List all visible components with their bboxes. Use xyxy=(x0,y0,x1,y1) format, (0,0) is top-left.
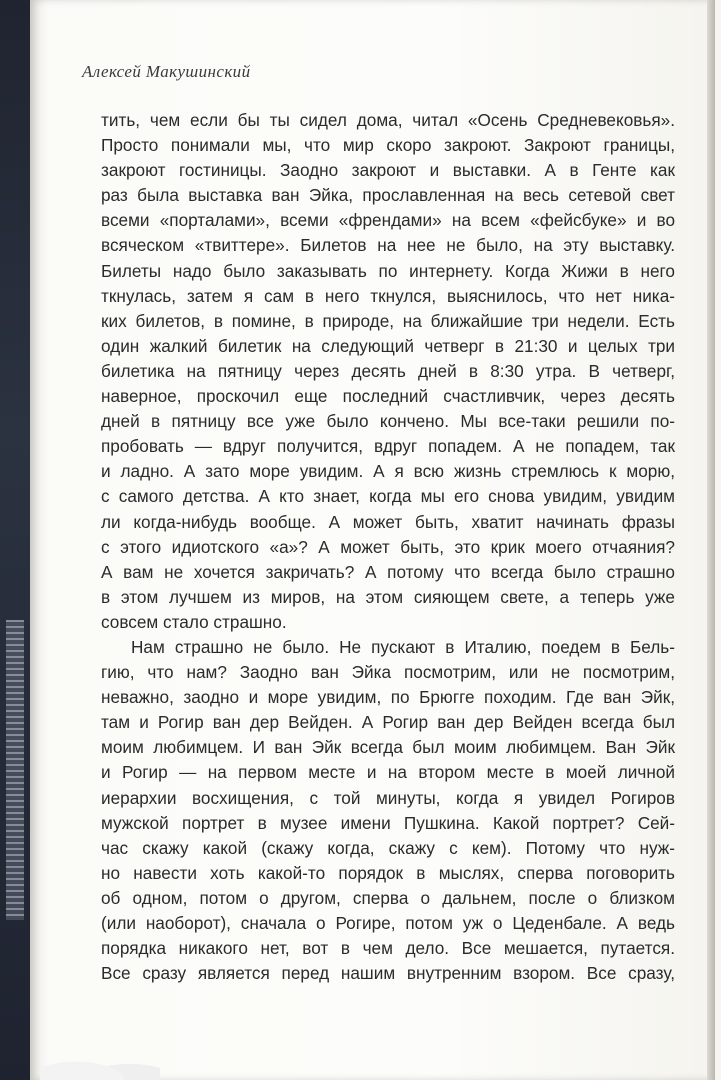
body-text xyxy=(101,108,675,986)
spine-decoration xyxy=(6,620,24,920)
page-edge xyxy=(707,0,715,1080)
text-line: но навести хоть какой-то порядок в мыслях, сперва поговорить xyxy=(101,862,675,883)
text-line: один жалкий билетик на следующий четверг в 21:30 и целых три xyxy=(101,335,675,356)
text-line: с этого идиотского «а»? А может быть, это крик моего отчаяния? xyxy=(101,536,675,557)
text-line: ли когда-нибудь вообще. А может быть, хватит начинать фразы xyxy=(101,511,675,532)
text-line: иерархии восхищения, с той минуты, когда я увидел Рогиров xyxy=(101,787,675,808)
text-line: А вам не хочется закричать? А потому что всегда было страшно xyxy=(101,561,675,582)
text-line: раз была выставка ван Эйка, прославленная на весь сетевой свет xyxy=(101,185,675,206)
text-line: мужской портрет в музее имени Пушкина. Какой портрет? Сей- xyxy=(101,812,675,833)
text-line: ткнулась, затем я сам в него ткнулся, выяснилось, что нет ника- xyxy=(101,285,675,306)
text-line: час скажу какой (скажу когда, скажу с кем). Потому что нуж- xyxy=(101,837,675,858)
text-line: Просто понимали мы, что мир скоро закроют. Закроют границы, xyxy=(101,135,675,156)
text-line: об одном, потом о другом, сперва о дальнем, после о близком xyxy=(101,887,675,908)
text-line: закроют гостиницы. Заодно закроют и выставки. А в Генте как xyxy=(101,160,675,181)
text-line: ких билетов, в помине, в природе, на ближайшие три недели. Есть xyxy=(101,310,675,331)
text-line: тить, чем если бы ты сидел дома, читал «Осень Средневековья». xyxy=(101,110,675,130)
text-line: всеми «порталами», всеми «френдами» на всем «фейсбуке» и во xyxy=(101,210,675,231)
text-line: билетика на пятницу через десять дней в 8:30 утра. В четверг, xyxy=(101,360,675,381)
text-line: гию, что нам? Заодно ван Эйка посмотрим, или не посмотрим, xyxy=(101,662,675,683)
text-line: и Рогир — на первом месте и на втором месте в моей личной xyxy=(101,762,675,783)
text-line: Все сразу является перед нашим внутренним взором. Все сразу, xyxy=(101,963,675,984)
text-line: Билеты надо было заказывать по интернету. Когда Жижи в него xyxy=(101,260,675,281)
text-line: в этом лучшем из миров, на этом сияющем свете, а теперь уже xyxy=(101,586,675,607)
text-line: порядка никакого нет, вот в чем дело. Все мешается, путается. xyxy=(101,938,675,959)
holding-fingers xyxy=(40,1048,160,1080)
text-line: совсем стало страшно. xyxy=(101,611,287,632)
text-line: и ладно. А зато море увидим. А я всю жизнь стремлюсь к морю, xyxy=(101,461,675,482)
text-line: моим любимцем. И ван Эйк всегда был моим любимцем. Ван Эйк xyxy=(101,737,675,758)
text-line: с самого детства. А кто знает, когда мы его снова увидим, увидим xyxy=(101,486,675,507)
text-line: наверное, проскочил еще последний счастливчик, через десять xyxy=(101,386,675,407)
text-line: неважно, заодно и море увидим, по Брюгге походим. Где ван Эйк, xyxy=(101,687,675,708)
text-line: пробовать — вдруг получится, вдруг попадем. А не попадем, так xyxy=(101,436,675,457)
paragraph xyxy=(101,635,675,986)
text-line: всяческом «твиттере». Билетов на нее не было, на эту выставку. xyxy=(101,235,675,256)
text-line: там и Рогир ван дер Вейден. А Рогир ван дер Вейден всегда был xyxy=(101,712,675,733)
running-head-author: Алексей Макушинский xyxy=(82,62,251,81)
book-spine xyxy=(0,0,30,1080)
text-line: (или наоборот), сначала о Рогире, потом уж о Цеденбале. А ведь xyxy=(101,913,675,933)
text-line: Нам страшно не было. Не пускают в Италию, поедем в Бель- xyxy=(131,636,675,657)
paragraph xyxy=(101,108,675,635)
text-line: дней в пятницу все уже было кончено. Мы все-таки решили по- xyxy=(101,411,675,432)
